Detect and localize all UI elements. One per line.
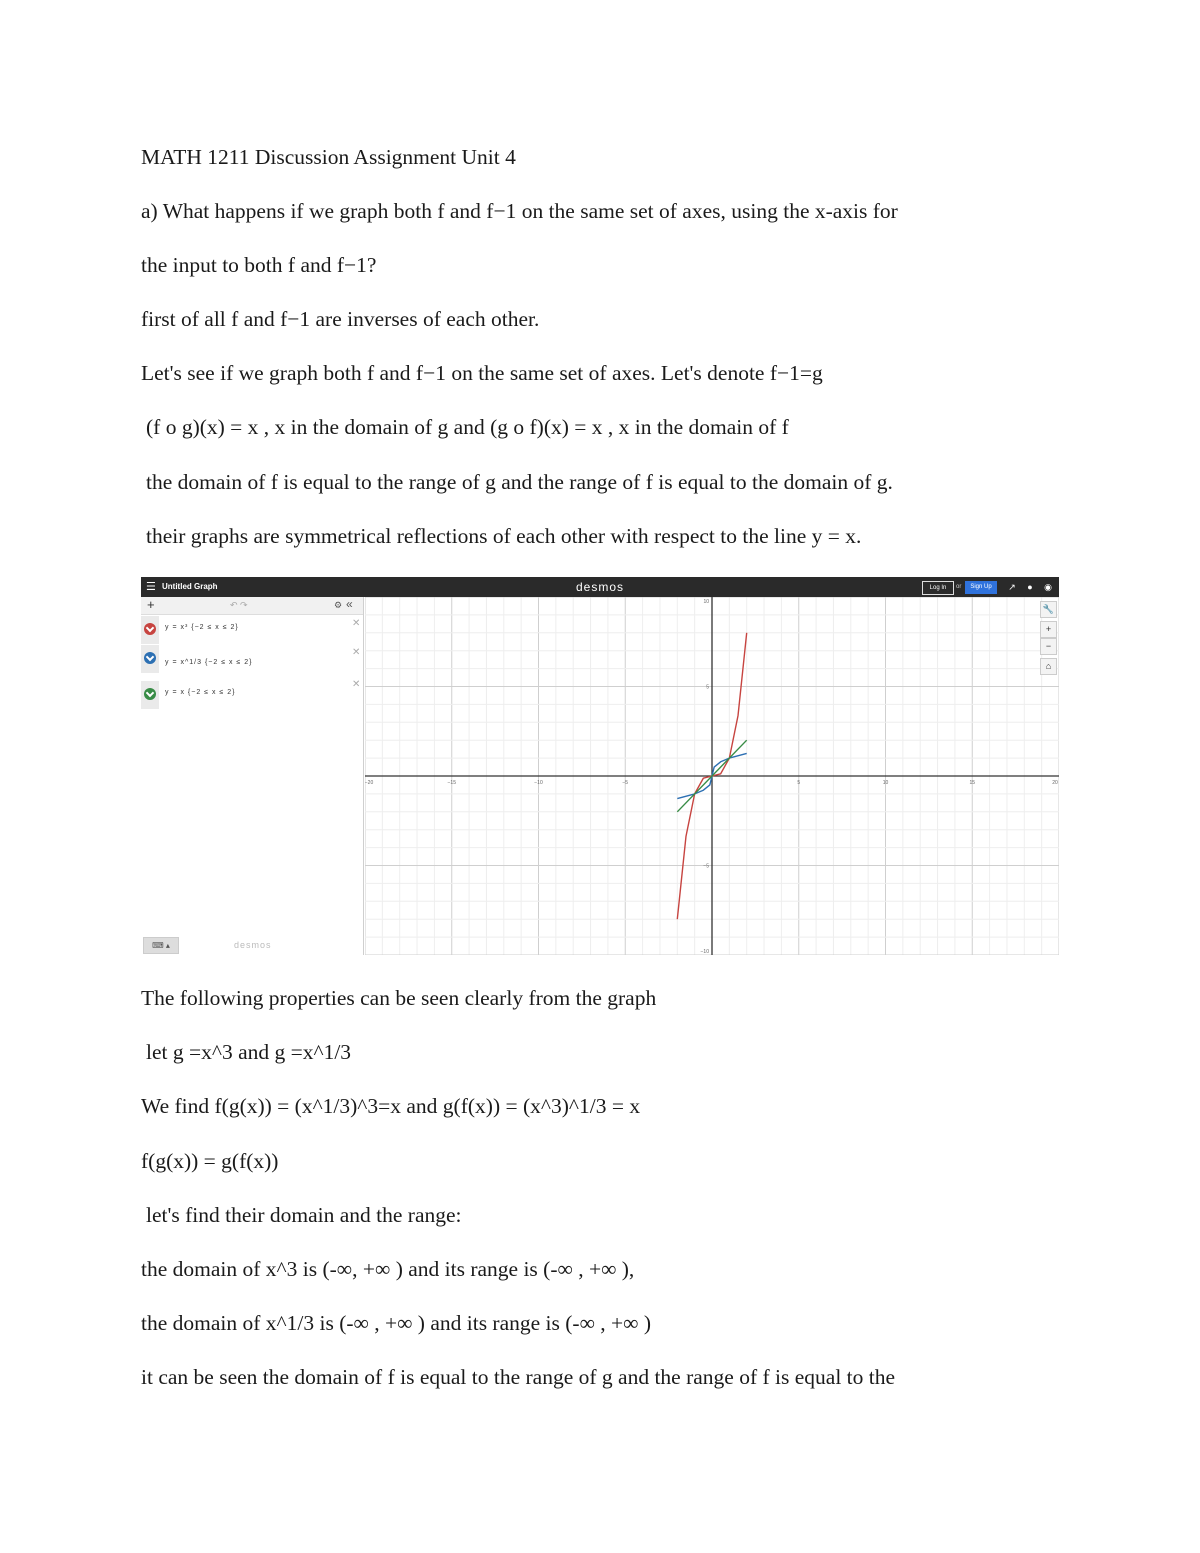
question-line-2: the input to both f and f−1?	[141, 253, 377, 277]
paragraph-properties: The following properties can be seen clearly from the graph	[141, 986, 657, 1010]
x-tick-label: 10	[882, 780, 889, 786]
paragraph-inverses: first of all f and f−1 are inverses of each other.	[141, 307, 540, 331]
question-line-1: a) What happens if we graph both f and f−1 on the same set of axes, using the x-axis for	[141, 199, 898, 223]
collapse-panel-icon[interactable]: «	[346, 597, 353, 611]
expression-list	[141, 597, 364, 955]
expression-latex[interactable]: y = x³ {−2 ≤ x ≤ 2}	[165, 624, 239, 631]
paragraph-find-domain: let's find their domain and the range:	[146, 1203, 462, 1227]
x-tick-label: −10	[534, 780, 543, 786]
paragraph-compose-result: We find f(g(x)) = (x^1/3)^3=x and g(f(x)) = (x^3)^1/3 = x	[141, 1094, 641, 1118]
expression-row[interactable]	[141, 645, 363, 673]
graph-paper[interactable]	[365, 597, 1059, 955]
paragraph-conclusion: it can be seen the domain of f is equal to the range of g and the range of f is equal to the	[141, 1365, 896, 1389]
undo-redo-icon[interactable]: ↶ ↷	[230, 600, 248, 610]
x-tick-label: 15	[969, 780, 976, 786]
zoom-out-icon[interactable]: −	[1040, 638, 1057, 655]
or-label: or	[956, 584, 962, 590]
menu-icon[interactable]: ☰	[146, 581, 156, 593]
paragraph-let-g: let g =x^3 and g =x^1/3	[146, 1040, 352, 1064]
graph-toggle-icon[interactable]	[144, 688, 156, 700]
expression-color-bar	[141, 616, 159, 644]
expression-latex[interactable]: y = x^1/3 {−2 ≤ x ≤ 2}	[165, 659, 253, 666]
graph-toggle-icon[interactable]	[144, 652, 156, 664]
expression-latex[interactable]: y = x {−2 ≤ x ≤ 2}	[165, 689, 236, 696]
x-tick-label: −15	[447, 780, 456, 786]
desmos-logo: desmos	[576, 580, 625, 594]
paragraph-domain-cuberoot: the domain of x^1/3 is (-∞ , +∞ ) and its range is (-∞ , +∞ )	[141, 1311, 652, 1335]
y-tick-label: 10	[703, 599, 709, 605]
powered-by-desmos: desmos	[234, 940, 272, 950]
desmos-graph-screenshot	[141, 577, 1059, 955]
x-tick-label: −20	[365, 780, 374, 786]
y-tick-label: −5	[703, 863, 709, 870]
paragraph-domain-range: the domain of f is equal to the range of g and the range of f is equal to the domain of g.	[146, 470, 893, 494]
delete-expression-icon[interactable]: ✕	[352, 618, 361, 629]
delete-expression-icon[interactable]: ✕	[352, 647, 361, 658]
x-tick-label: 20	[1052, 780, 1058, 786]
home-icon[interactable]: ⌂	[1040, 658, 1057, 675]
expression-toolbar	[141, 597, 363, 615]
y-tick-label: 5	[706, 684, 709, 691]
expression-color-bar	[141, 681, 159, 709]
document-title: MATH 1211 Discussion Assignment Unit 4	[141, 145, 516, 169]
desmos-top-bar	[141, 577, 1059, 597]
x-tick-label: 5	[797, 780, 801, 786]
graph-toggle-icon[interactable]	[144, 623, 156, 635]
signup-button[interactable]: Sign Up	[965, 581, 997, 594]
login-button[interactable]: Log In	[922, 581, 954, 595]
add-expression-icon[interactable]: +	[147, 597, 155, 612]
y-tick-label: −10	[700, 949, 709, 955]
keyboard-toggle-icon[interactable]: ⌨ ▴	[143, 937, 179, 954]
gear-icon[interactable]: ⚙	[334, 600, 343, 610]
share-icon[interactable]: ↗	[1008, 582, 1016, 592]
paragraph-domain-cube: the domain of x^3 is (-∞, +∞ ) and its range is (-∞ , +∞ ),	[141, 1257, 635, 1281]
x-tick-label: −5	[622, 780, 629, 786]
expression-row[interactable]	[141, 616, 363, 644]
paragraph-composition: (f o g)(x) = x , x in the domain of g and (g o f)(x) = x , x in the domain of f	[146, 415, 789, 439]
paragraph-equality: f(g(x)) = g(f(x))	[141, 1149, 279, 1173]
paragraph-symmetry: their graphs are symmetrical reflections of each other with respect to the line y = x.	[146, 524, 862, 548]
globe-icon[interactable]: ◉	[1044, 582, 1052, 592]
expression-row[interactable]	[141, 681, 363, 709]
graph-title[interactable]: Untitled Graph	[162, 582, 218, 591]
paragraph-denote: Let's see if we graph both f and f−1 on the same set of axes. Let's denote f−1=g	[141, 361, 823, 385]
wrench-icon[interactable]: 🔧	[1040, 601, 1057, 618]
delete-expression-icon[interactable]: ✕	[352, 679, 361, 690]
help-icon[interactable]: ●	[1027, 582, 1033, 592]
zoom-in-icon[interactable]: +	[1040, 621, 1057, 638]
expression-color-bar	[141, 645, 159, 673]
